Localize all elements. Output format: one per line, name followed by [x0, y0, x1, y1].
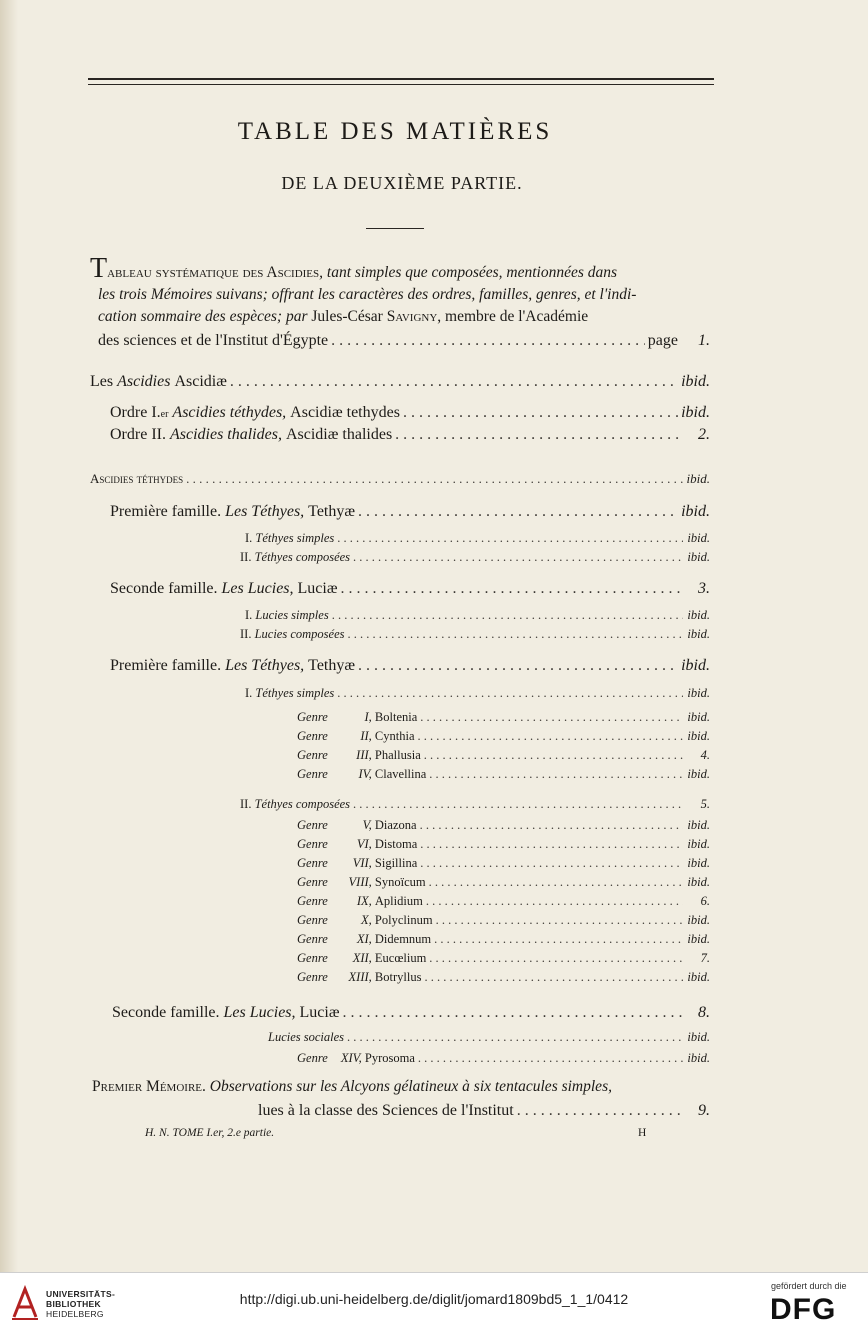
genre-page: 4.	[700, 748, 710, 762]
genre-number: X,	[361, 913, 372, 927]
genre-page: 7.	[700, 951, 710, 965]
genre-label: Genre	[297, 894, 328, 908]
toc-genre-row	[297, 856, 710, 871]
genre-number: V,	[362, 818, 372, 832]
genre-page: ibid.	[687, 710, 710, 724]
toc-genre-xiv: Genre XIV, Pyrosoma . . . ibid.	[297, 1051, 710, 1066]
intro-line-4: des sciences et de l'Institut d'Égypte . . . page 1.	[98, 332, 710, 350]
viewer-footer-bar	[0, 1272, 868, 1336]
genre-name: Clavellina	[374, 767, 427, 781]
toc-genre-row	[297, 970, 710, 985]
genre-name: Diazona	[374, 818, 417, 832]
intro-paragraph	[90, 253, 710, 328]
university-library-logo-text[interactable]: UNIVERSITÄTS- BIBLIOTHEK HEIDELBERG	[46, 1289, 116, 1319]
genre-name: Distoma	[374, 837, 418, 851]
genre-number: XIII,	[348, 970, 372, 984]
genre-label: Genre	[297, 837, 328, 851]
toc-famille-2: Seconde famille. Les Lucies, Luciæ . . . 3.	[110, 580, 710, 598]
genre-label: Genre	[297, 875, 328, 889]
toc-ascidies: Les Ascidies Ascidiæ . . . ibid.	[90, 373, 710, 391]
page-title: TABLE DES MATIÈRES	[237, 118, 553, 145]
signature-letter: H	[638, 1127, 647, 1139]
toc-genre-row	[297, 710, 710, 725]
intro-line-3: cation sommaire des espèces; par Jules-César Savigny, membre de l'Académie	[98, 308, 589, 325]
toc-famille-1: Première famille. Les Téthyes, Tethyæ . . . ibid.	[110, 503, 710, 521]
genre-page: ibid.	[687, 767, 710, 781]
header-rule-thin	[88, 84, 714, 85]
genre-page: ibid.	[687, 837, 710, 851]
intro-line-2: les trois Mémoires suivans; offrant les caractères des ordres, familles, genres, et l'indi-	[98, 286, 637, 303]
genre-name: Sigillina	[374, 856, 418, 870]
genre-number: XI,	[356, 932, 372, 946]
toc-genre-row	[297, 932, 710, 947]
toc-famille-2-ii: II. Lucies composées . . . ibid.	[240, 627, 710, 642]
genre-page: ibid.	[687, 729, 710, 743]
toc-genre-row	[297, 748, 710, 763]
toc-genre-row	[297, 729, 710, 744]
genre-label: Genre	[297, 913, 328, 927]
genre-label: Genre	[297, 970, 328, 984]
genre-name: Phallusia	[374, 748, 421, 762]
toc-famille-1-ii: II. Téthyes composées . . . ibid.	[240, 550, 710, 565]
signature-mark: H. N. TOME I.er, 2.e partie.	[145, 1127, 275, 1139]
header-rule-thick	[88, 78, 714, 80]
toc-genre-row	[297, 894, 710, 909]
genre-name: Cynthia	[374, 729, 415, 743]
funding-label: gefördert durch die	[771, 1281, 847, 1291]
genre-number: XII,	[352, 951, 372, 965]
genre-number: IX,	[356, 894, 372, 908]
genre-name: Aplidium	[374, 894, 423, 908]
title-divider	[366, 228, 424, 229]
genre-number: III,	[356, 748, 372, 762]
genre-label: Genre	[297, 729, 328, 743]
page-subtitle: DE LA DEUXIÈME PARTIE.	[281, 173, 523, 193]
toc-genre-row	[297, 951, 710, 966]
genre-label: Genre	[297, 748, 328, 762]
toc-memoire-1-line-1: Premier Mémoire. Observations sur les Alcyons gélatineux à six tentacules simples,	[92, 1078, 612, 1095]
genre-label: Genre	[297, 767, 328, 781]
genre-name: Botryllus	[374, 970, 422, 984]
toc-genre-row	[297, 875, 710, 890]
genre-number: IV,	[358, 767, 372, 781]
genre-name: Polyclinum	[374, 913, 433, 927]
toc-ordre-1: Ordre I. er Ascidies téthydes, Ascidiæ tethydes . . . ibid.	[110, 404, 710, 422]
genre-name: Boltenia	[374, 710, 418, 724]
genre-name: Eucœlium	[374, 951, 427, 965]
toc-genre-row	[297, 913, 710, 928]
toc-ascidies-tethydes: Ascidies téthydes . . . ibid.	[90, 471, 710, 487]
intro-line-1: Tableau systématique des Ascidies, tant simples que composées, mentionnées dans	[90, 253, 618, 284]
toc-lucies-sociales: Lucies sociales . . . ibid.	[268, 1030, 710, 1045]
genre-number: VII,	[352, 856, 372, 870]
dfg-logo[interactable]: DFG	[770, 1293, 837, 1326]
toc-famille-1-i: I. Téthyes simples . . . ibid.	[245, 531, 710, 546]
toc-famille-1b: Première famille. Les Téthyes, Tethyæ . . . ibid.	[110, 657, 710, 675]
toc-genre-row	[297, 767, 710, 782]
genre-number: VI,	[356, 837, 372, 851]
toc-famille-1b-ii: II. Téthyes composées . . . 5.	[240, 797, 710, 812]
toc-ordre-2: Ordre II. Ascidies thalides, Ascidiæ thalides . . . 2.	[110, 426, 710, 444]
genre-label: Genre	[297, 932, 328, 946]
toc-genre-row	[297, 837, 710, 852]
genre-page: ibid.	[687, 932, 710, 946]
toc-genre-row	[297, 818, 710, 833]
genre-number: I,	[364, 710, 372, 724]
genre-number: VIII,	[348, 875, 372, 889]
genre-page: 6.	[700, 894, 710, 908]
genre-page: ibid.	[687, 818, 710, 832]
genre-page: ibid.	[687, 875, 710, 889]
permalink-url[interactable]: http://digi.ub.uni-heidelberg.de/diglit/jomard1809bd5_1_1/0412	[239, 1291, 629, 1307]
genre-label: Genre	[297, 818, 328, 832]
toc-famille-1b-i: I. Téthyes simples . . . ibid.	[245, 686, 710, 701]
genre-page: ibid.	[687, 970, 710, 984]
genre-name: Synoïcum	[374, 875, 426, 889]
toc-famille-2b: Seconde famille. Les Lucies, Luciæ . . . 8.	[112, 1004, 710, 1022]
genre-name: Didemnum	[374, 932, 432, 946]
genre-label: Genre	[297, 710, 328, 724]
genre-label: Genre	[297, 856, 328, 870]
genre-page: ibid.	[687, 856, 710, 870]
toc-memoire-1-line-2: lues à la classe des Sciences de l'Institut . . . 9.	[258, 1102, 710, 1120]
genre-label: Genre	[297, 951, 328, 965]
toc-famille-2-i: I. Lucies simples . . . ibid.	[245, 608, 710, 623]
genre-number: II,	[360, 729, 372, 743]
genre-page: ibid.	[687, 913, 710, 927]
